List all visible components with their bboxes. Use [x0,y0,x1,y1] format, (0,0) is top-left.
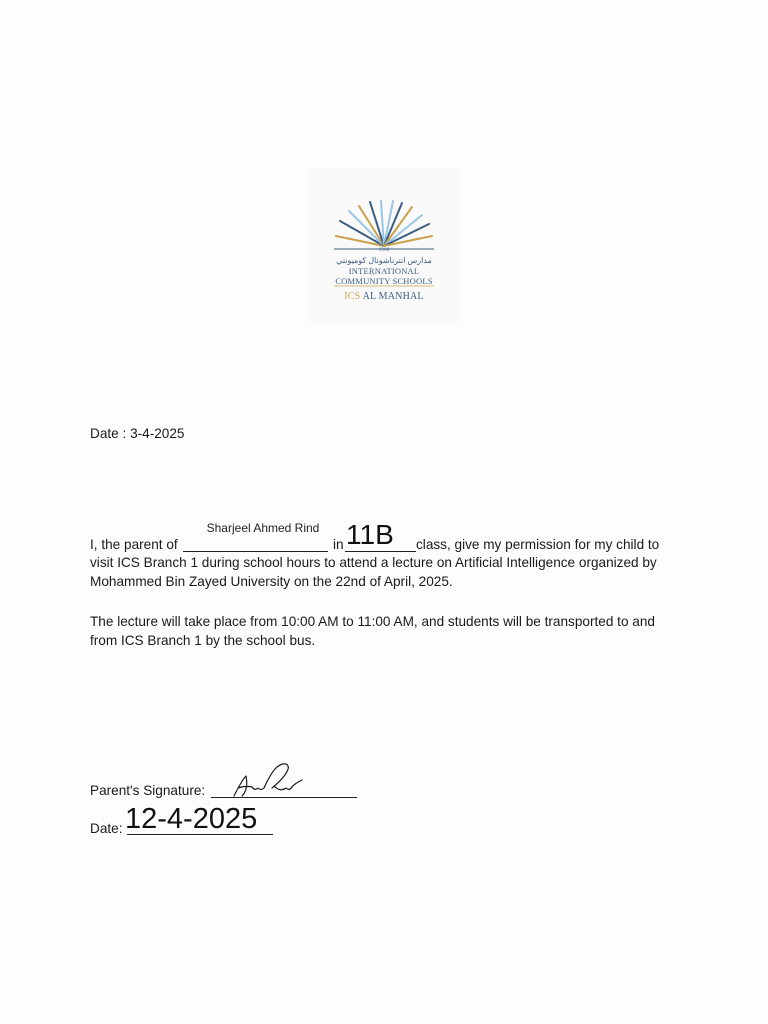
top-date [90,424,184,443]
child-name-value: Sharjeel Ahmed Rind [206,521,320,535]
sunburst-logo-icon [309,168,459,326]
body-line-2: visit ICS Branch 1 during school hours to attend a lecture on Artificial Intelligence organized by [90,555,657,570]
school-logo [309,168,459,326]
class-value: 11B [346,519,394,550]
logo-ics: ICS [344,291,361,302]
in-word: in [333,537,344,552]
top-date-value: 3-4-2025 [130,426,185,441]
intro-text: I, the parent of [90,537,178,552]
signature-label: Parent's Signature: [90,783,206,798]
logo-al-manhal: AL MANHAL [362,291,424,302]
top-date-label: Date : [90,426,127,441]
child-name-blank [183,551,328,552]
logo-year: 1990 [378,248,390,253]
body-line-3: Mohammed Bin Zayed University on the 22nd of April, 2025. [90,574,453,589]
bottom-date-value: 12-4-2025 [125,803,258,835]
class-blank [345,551,416,552]
para2-line-1: The lecture will take place from 10:00 AM to 11:00 AM, and students will be transported to and [90,614,655,629]
logo-arabic-text: مدارس انترناشونال كوميونتي [336,256,432,265]
bottom-date-label: Date: [90,821,123,836]
logo-campus [309,291,459,302]
handwritten-signature [228,760,308,802]
logo-line-2: COMMUNITY SCHOOLS [335,276,433,286]
para2-line-2: from ICS Branch 1 by the school bus. [90,633,316,648]
logo-line-1: INTERNATIONAL [348,266,420,276]
line1-rest: class, give my permission for my child to [416,537,660,552]
